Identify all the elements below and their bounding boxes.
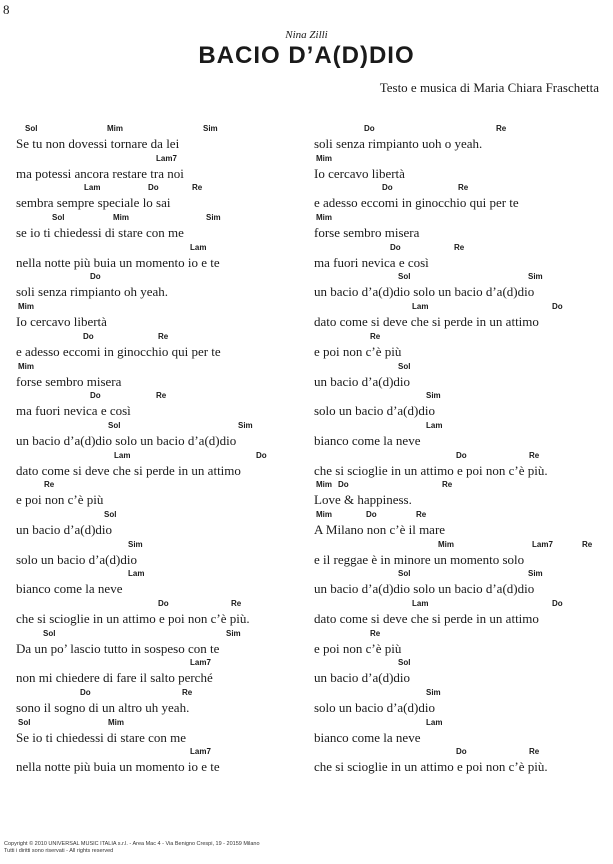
chord-row xyxy=(314,332,612,344)
chord-symbol: Sim xyxy=(226,628,241,638)
lyric-line xyxy=(314,332,612,362)
lyric-text: Io cercavo libertà xyxy=(314,165,405,181)
lyric-line xyxy=(314,124,612,154)
chord-symbol: Re xyxy=(454,242,465,252)
song-credits: Testo e musica di Maria Chiara Fraschetta xyxy=(379,80,599,95)
chord-row xyxy=(314,747,612,759)
chord-row xyxy=(16,302,316,314)
lyric-line xyxy=(314,154,612,184)
chord-row xyxy=(16,243,316,255)
chord-symbol: Re xyxy=(370,331,381,341)
chord-symbol: Mim xyxy=(316,213,332,223)
chord-symbol: Mim xyxy=(316,509,332,519)
chord-symbol: Re xyxy=(458,183,469,193)
lyric-text: e adesso eccomi in ginocchio qui per te xyxy=(314,195,519,211)
chord-symbol: Do xyxy=(158,599,169,608)
lyric-line xyxy=(314,272,612,302)
lyric-text: bianco come la neve xyxy=(16,581,123,597)
chord-symbol: Re xyxy=(416,509,427,519)
lyrics-column-right xyxy=(314,124,612,777)
chord-symbol: Sim xyxy=(426,391,441,401)
lyric-text: Io cercavo libertà xyxy=(16,314,107,330)
lyric-line xyxy=(314,213,612,243)
chord-symbol: Do xyxy=(366,509,377,519)
chord-symbol: Do xyxy=(364,124,375,133)
lyric-text: bianco come la neve xyxy=(314,432,421,448)
lyric-text: sembra sempre speciale lo sai xyxy=(16,195,171,211)
chord-symbol: Do xyxy=(456,747,467,757)
chord-symbol: Do xyxy=(83,331,94,341)
copyright-footer xyxy=(4,841,260,855)
lyric-text: soli senza rimpianto oh yeah. xyxy=(16,284,168,300)
chord-row xyxy=(16,362,316,374)
chord-symbol: Re xyxy=(44,480,55,490)
lyric-line xyxy=(16,213,316,243)
lyric-text: dato come si deve che si perde in un attimo xyxy=(16,462,241,478)
lyric-text: che si scioglie in un attimo e poi non c’è più. xyxy=(314,462,548,478)
chord-row xyxy=(314,688,612,700)
chord-row xyxy=(16,658,316,670)
chord-row xyxy=(16,124,316,136)
chord-row xyxy=(314,629,612,641)
chord-symbol: Sol xyxy=(25,124,38,133)
lyric-line xyxy=(314,451,612,481)
chord-symbol: Lam xyxy=(190,242,207,252)
lyric-text: nella notte più buia un momento io e te xyxy=(16,254,220,270)
chord-symbol: Do xyxy=(552,302,563,312)
lyric-line xyxy=(16,272,316,302)
lyric-line xyxy=(16,510,316,540)
chord-row xyxy=(16,213,316,225)
song-title: BACIO D’A(D)DIO xyxy=(198,42,415,69)
lyric-text: forse sembro misera xyxy=(16,373,122,389)
lyric-text: solo un bacio d’a(d)dio xyxy=(314,403,435,419)
copyright-notice: Copyright © 2010 UNIVERSAL MUSIC ITALIA s.r.l. - Area Mac 4 - Via Benigno Crespi, 19 - 20159 Milano xyxy=(4,841,260,847)
chord-row xyxy=(16,629,316,641)
chord-row xyxy=(314,362,612,374)
chord-symbol: Sol xyxy=(104,509,117,519)
lyric-text: che si scioglie in un attimo e poi non c’è più. xyxy=(16,611,250,626)
chord-symbol: Mim xyxy=(113,213,129,223)
lyric-line xyxy=(16,718,316,748)
chord-symbol: Mim xyxy=(18,361,34,371)
lyric-line xyxy=(314,747,612,777)
lyric-line xyxy=(314,569,612,599)
lyric-line xyxy=(314,510,612,540)
lyric-text: solo un bacio d’a(d)dio xyxy=(16,551,137,567)
lyric-text: se io ti chiedessi di stare con me xyxy=(16,225,184,241)
chord-symbol: Sim xyxy=(528,272,543,282)
chord-symbol: Re xyxy=(158,331,169,341)
chord-symbol: Sim xyxy=(426,688,441,698)
lyric-text: che si scioglie in un attimo e poi non c’è più. xyxy=(314,759,548,775)
lyric-line xyxy=(16,421,316,451)
lyric-text: e il reggae è in minore un momento solo xyxy=(314,551,525,567)
lyric-line xyxy=(16,629,316,659)
chord-row xyxy=(314,391,612,403)
chord-row xyxy=(314,480,612,492)
lyric-line xyxy=(16,332,316,362)
chord-row xyxy=(16,451,316,463)
lyric-line xyxy=(16,569,316,599)
lyric-line xyxy=(314,629,612,659)
lyric-text: ma fuori nevica e così xyxy=(314,254,429,270)
chord-row xyxy=(16,510,316,522)
lyric-line xyxy=(16,480,316,510)
lyric-text: un bacio d’a(d)dio xyxy=(16,521,113,537)
chord-symbol: Do xyxy=(390,242,401,252)
chord-symbol: Do xyxy=(80,688,91,698)
artist-name: Nina Zilli xyxy=(285,29,328,41)
lyrics-column-left xyxy=(16,124,316,777)
chord-symbol: Re xyxy=(442,480,453,490)
lyric-text: dato come si deve che si perde in un attimo xyxy=(314,314,539,330)
chord-symbol: Re xyxy=(496,124,507,133)
chord-row xyxy=(16,747,316,759)
lyric-line xyxy=(16,658,316,688)
chord-symbol: Mim xyxy=(18,302,34,312)
chord-row xyxy=(16,391,316,403)
lyric-line xyxy=(314,688,612,718)
lyric-line xyxy=(16,154,316,184)
chord-row xyxy=(314,302,612,314)
lyric-text: e adesso eccomi in ginocchio qui per te xyxy=(16,343,221,359)
lyric-text: forse sembro misera xyxy=(314,225,420,241)
chord-symbol: Re xyxy=(370,628,381,638)
lyric-text: A Milano non c’è il mare xyxy=(314,521,446,537)
lyric-text: Love & happiness. xyxy=(314,492,412,508)
lyric-line xyxy=(16,540,316,570)
lyric-line xyxy=(16,302,316,332)
chord-symbol: Re xyxy=(156,391,167,401)
lyric-line xyxy=(314,421,612,451)
chord-row xyxy=(16,480,316,492)
chord-symbol: Lam xyxy=(426,717,443,727)
chord-row xyxy=(314,213,612,225)
chord-row xyxy=(16,421,316,433)
chord-symbol: Lam7 xyxy=(156,153,177,163)
chord-symbol: Lam xyxy=(412,302,429,312)
lyric-line xyxy=(16,747,316,777)
lyric-text: dato come si deve che si perde in un attimo xyxy=(314,611,539,626)
chord-symbol: Sol xyxy=(43,628,56,638)
chord-symbol: Lam xyxy=(84,183,101,193)
chord-row xyxy=(314,124,612,136)
lyric-line xyxy=(314,480,612,510)
chord-row xyxy=(314,510,612,522)
chord-row xyxy=(314,243,612,255)
chord-row xyxy=(314,421,612,433)
chord-row xyxy=(16,272,316,284)
chord-symbol: Do xyxy=(256,450,267,460)
chord-row xyxy=(16,718,316,730)
chord-symbol: Re xyxy=(529,747,540,757)
chord-symbol: Sim xyxy=(206,213,221,223)
chord-symbol: Sim xyxy=(238,420,253,430)
lyric-text: soli senza rimpianto uoh o yeah. xyxy=(314,136,483,151)
lyric-text: un bacio d’a(d)dio solo un bacio d’a(d)dio xyxy=(314,284,535,300)
lyric-line xyxy=(314,183,612,213)
chord-symbol: Re xyxy=(182,688,193,698)
chord-symbol: Mim xyxy=(108,717,124,727)
chord-symbol: Lam xyxy=(114,450,131,460)
lyric-line xyxy=(314,718,612,748)
lyric-line xyxy=(314,362,612,392)
lyric-text: sono il sogno di un altro uh yeah. xyxy=(16,700,190,716)
chord-symbol: Sol xyxy=(18,717,31,727)
chord-row xyxy=(314,658,612,670)
chord-row xyxy=(314,451,612,463)
chord-symbol: Mim xyxy=(107,124,123,133)
lyric-line xyxy=(314,243,612,273)
lyric-text: Se tu non dovessi tornare da lei xyxy=(16,136,180,151)
lyric-text: un bacio d’a(d)dio solo un bacio d’a(d)dio xyxy=(16,432,237,448)
lyric-text: un bacio d’a(d)dio xyxy=(314,373,411,389)
lyric-text: Se io ti chiedessi di stare con me xyxy=(16,729,187,745)
lyric-text: Da un po’ lascio tutto in sospeso con te xyxy=(16,640,220,656)
lyric-text: ma potessi ancora restare tra noi xyxy=(16,165,184,181)
lyric-text: e poi non c’è più xyxy=(16,492,104,508)
chord-row xyxy=(16,154,316,166)
chord-symbol: Sol xyxy=(108,420,121,430)
chord-symbol: Sim xyxy=(128,539,143,549)
lyric-text: e poi non c’è più xyxy=(314,640,402,656)
chord-symbol: Sim xyxy=(203,124,218,133)
lyric-line xyxy=(314,540,612,570)
lyric-line xyxy=(314,599,612,629)
chord-symbol: Lam7 xyxy=(532,539,553,549)
chord-symbol: Lam xyxy=(426,420,443,430)
chord-symbol: Do xyxy=(382,183,393,193)
lyric-text: nella notte più buia un momento io e te xyxy=(16,759,220,775)
chord-symbol: Mim xyxy=(316,153,332,163)
lyric-text: un bacio d’a(d)dio solo un bacio d’a(d)dio xyxy=(314,581,535,597)
chord-symbol: Do xyxy=(148,183,159,193)
chord-row xyxy=(16,183,316,195)
chord-row xyxy=(314,154,612,166)
chord-row xyxy=(314,599,612,611)
chord-symbol: Sol xyxy=(52,213,65,223)
lyric-line xyxy=(16,362,316,392)
lyric-text: non mi chiedere di fare il salto perché xyxy=(16,670,213,686)
chord-symbol: Re xyxy=(529,450,540,460)
chord-symbol: Mim xyxy=(316,480,332,490)
page-number: 8 xyxy=(3,2,10,17)
lyric-line xyxy=(16,183,316,213)
lyric-text: bianco come la neve xyxy=(314,729,421,745)
lyric-line xyxy=(314,658,612,688)
lyric-line xyxy=(314,391,612,421)
chord-symbol: Lam xyxy=(412,599,429,608)
chord-symbol: Sim xyxy=(528,569,543,579)
lyric-line xyxy=(16,391,316,421)
chord-symbol: Do xyxy=(90,391,101,401)
chord-row xyxy=(16,540,316,552)
chord-row xyxy=(16,688,316,700)
chord-symbol: Sol xyxy=(398,361,411,371)
chord-symbol: Do xyxy=(90,272,101,282)
lyric-line xyxy=(16,451,316,481)
chord-row xyxy=(314,718,612,730)
lyric-line xyxy=(16,243,316,273)
chord-row xyxy=(314,569,612,581)
chord-row xyxy=(16,599,316,611)
chord-symbol: Re xyxy=(192,183,203,193)
chord-row xyxy=(16,569,316,581)
chord-symbol: Re xyxy=(231,599,242,608)
chord-row xyxy=(314,540,612,552)
chord-symbol: Re xyxy=(582,539,593,549)
chord-row xyxy=(314,183,612,195)
rights-notice: Tutti i diritti sono riservati - All rights reserved xyxy=(4,848,114,854)
chord-row xyxy=(16,332,316,344)
lyric-text: e poi non c’è più xyxy=(314,343,402,359)
lyric-line xyxy=(16,599,316,629)
chord-symbol: Lam7 xyxy=(190,658,211,668)
lyric-text: ma fuori nevica e così xyxy=(16,403,131,419)
lyric-line xyxy=(314,302,612,332)
chord-symbol: Sol xyxy=(398,272,411,282)
lyric-line xyxy=(16,688,316,718)
chord-symbol: Sol xyxy=(398,569,411,579)
chord-symbol: Mim xyxy=(438,539,454,549)
lyric-text: un bacio d’a(d)dio xyxy=(314,670,411,686)
chord-symbol: Do xyxy=(338,480,349,490)
chord-symbol: Lam7 xyxy=(190,747,211,757)
chord-symbol: Lam xyxy=(128,569,145,579)
chord-row xyxy=(314,272,612,284)
chord-symbol: Do xyxy=(456,450,467,460)
lyric-text: solo un bacio d’a(d)dio xyxy=(314,700,435,716)
lyric-line xyxy=(16,124,316,154)
chord-symbol: Do xyxy=(552,599,563,608)
chord-symbol: Sol xyxy=(398,658,411,668)
